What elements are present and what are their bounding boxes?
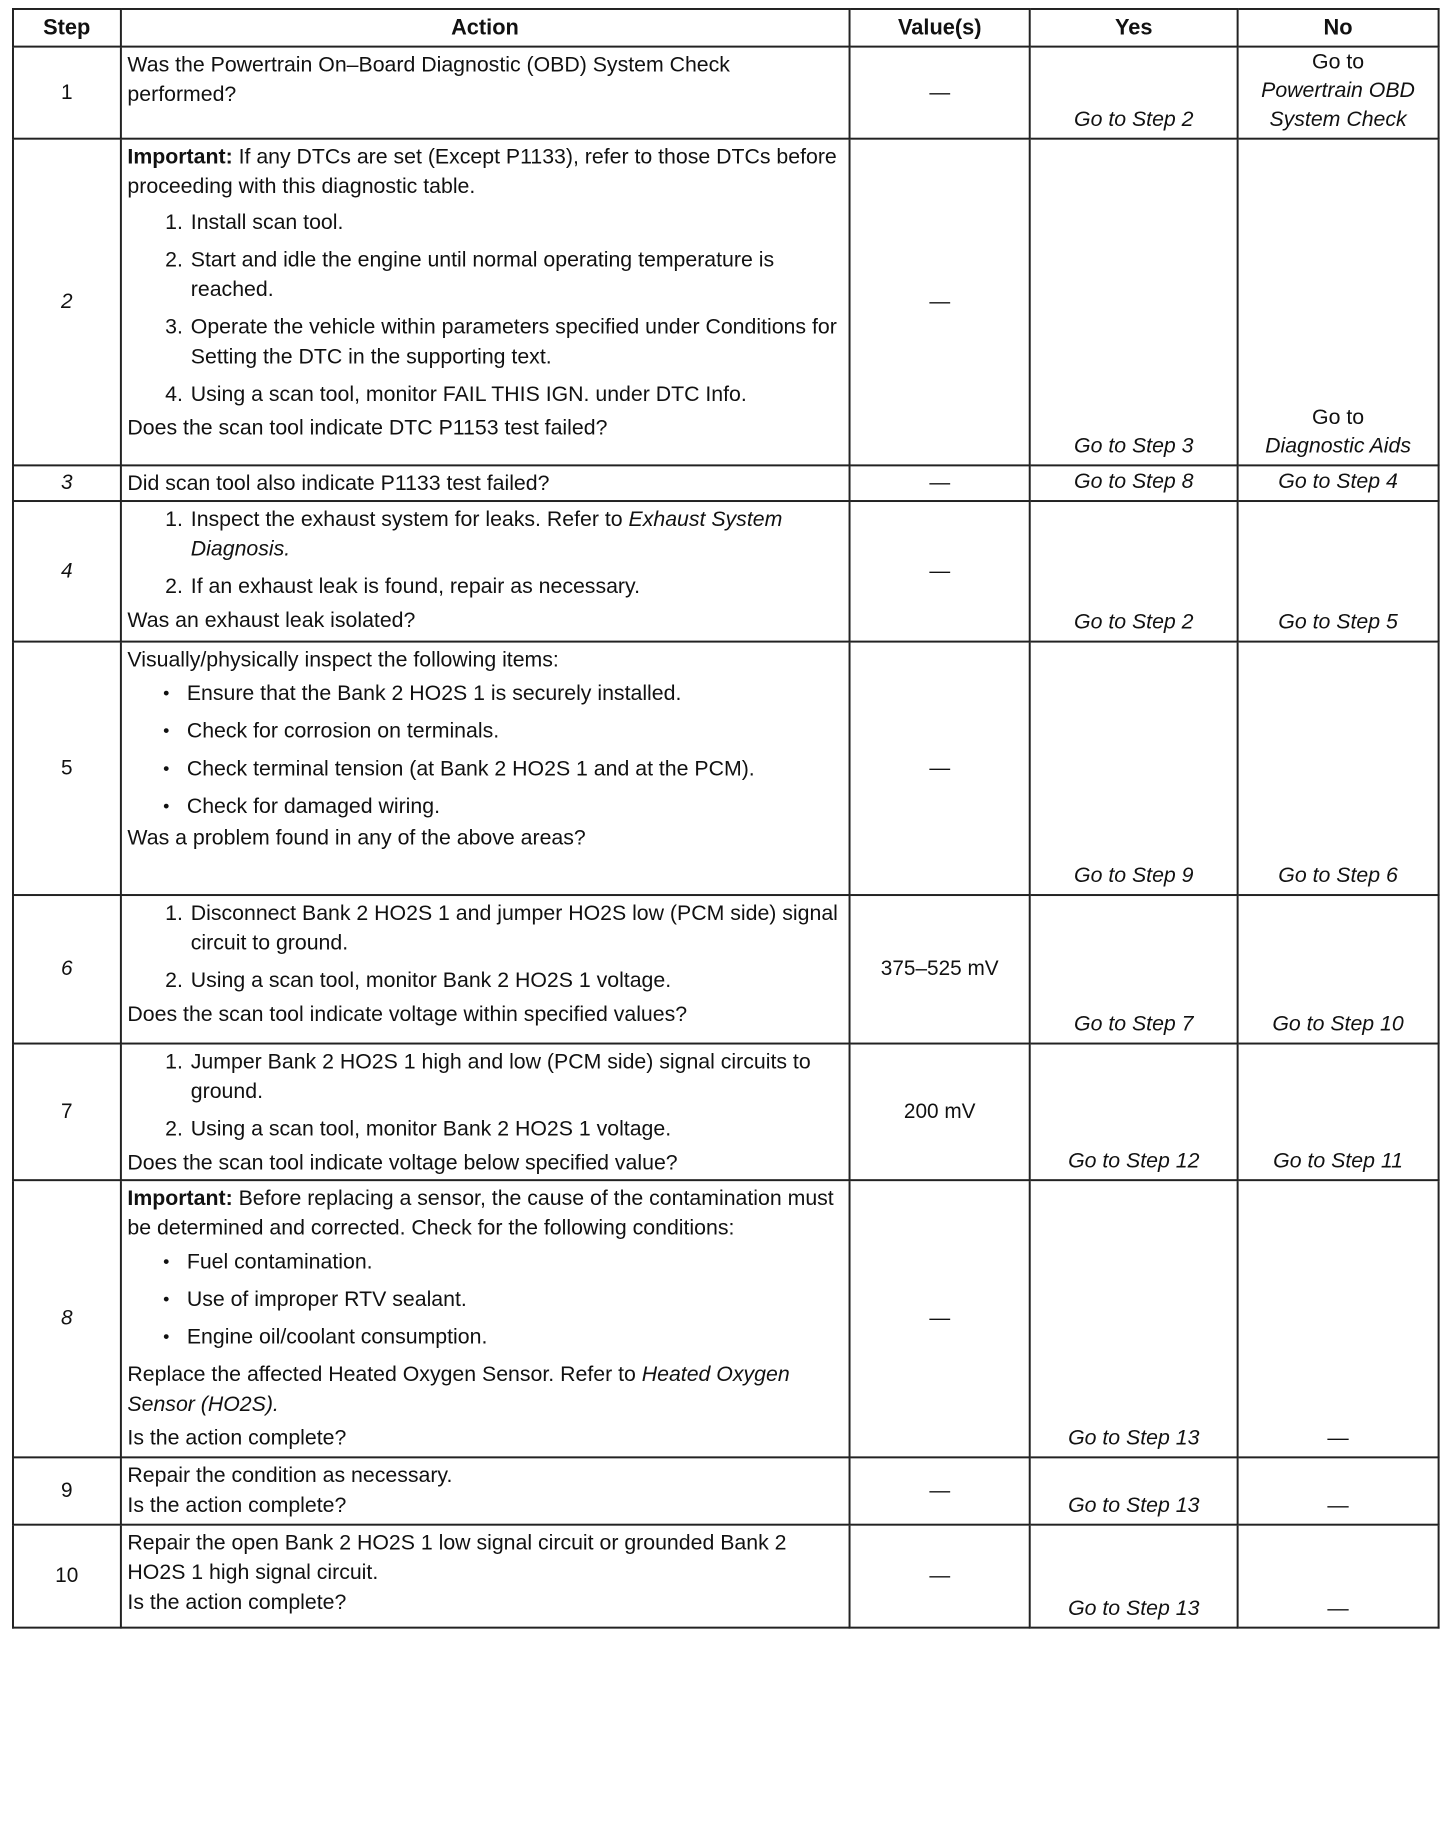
step-number: 5 xyxy=(13,642,121,895)
no-cell: — xyxy=(1238,1525,1439,1628)
no-line-1: Go to xyxy=(1312,49,1365,74)
no-line-3: System Check xyxy=(1269,107,1407,131)
no-cell: Go to Step 10 xyxy=(1238,895,1439,1044)
no-cell xyxy=(1238,47,1439,139)
bullet-item: • Use of improper RTV sealant. xyxy=(187,1284,845,1314)
step-number: 2 xyxy=(13,139,121,466)
action-question: Does the scan tool indicate DTC P1153 test failed? xyxy=(127,415,608,440)
action-cell xyxy=(120,1525,849,1628)
yes-cell: Go to Step 9 xyxy=(1030,642,1237,895)
action-step-item: 2. Start and idle the engine until normal operating temperature is reached. xyxy=(189,245,845,304)
value-cell: — xyxy=(849,1180,1030,1457)
table-row xyxy=(13,1457,1439,1524)
no-cell: Go to Step 6 xyxy=(1238,642,1439,895)
bullet-item: • Ensure that the Bank 2 HO2S 1 is securely installed. xyxy=(187,678,845,708)
action-cell xyxy=(120,47,849,139)
no-cell: Go to Step 11 xyxy=(1238,1044,1439,1181)
action-step-item: 3. Operate the vehicle within parameters specified under Conditions for Setting the DTC in the supporting text. xyxy=(189,312,845,371)
action-step-item: 1. Disconnect Bank 2 HO2S 1 and jumper HO2S low (PCM side) signal circuit to ground. xyxy=(189,898,845,957)
action-steps xyxy=(127,1047,844,1144)
yes-cell: Go to Step 7 xyxy=(1030,895,1237,1044)
table-row xyxy=(13,465,1439,501)
yes-cell: Go to Step 8 xyxy=(1030,465,1237,501)
value-cell: — xyxy=(849,1525,1030,1628)
exhaust-reference: Exhaust System Diagnosis. xyxy=(190,506,783,561)
step-number: 6 xyxy=(13,895,121,1044)
action-cell xyxy=(120,501,849,642)
replace-text: Replace the affected Heated Oxygen Sensor. Refer to xyxy=(127,1362,642,1387)
action-cell xyxy=(120,642,849,895)
action-question: Did scan tool also indicate P1133 test failed? xyxy=(127,471,550,496)
yes-cell: Go to Step 12 xyxy=(1030,1044,1237,1181)
bullet-item: • Check terminal tension (at Bank 2 HO2S 1 and at the PCM). xyxy=(187,753,845,783)
action-text: Repair the condition as necessary. xyxy=(127,1463,453,1488)
header-no: No xyxy=(1238,9,1439,47)
action-steps xyxy=(127,207,844,409)
action-text: Was the Powertrain On–Board Diagnostic (OBD) System Check performed? xyxy=(127,52,730,107)
action-question: Is the action complete? xyxy=(127,1493,347,1517)
value-cell: — xyxy=(849,465,1030,501)
bullet-list xyxy=(127,678,844,821)
table-row xyxy=(13,1044,1439,1181)
action-steps xyxy=(127,898,844,995)
no-line-2: Powertrain OBD xyxy=(1261,78,1415,103)
bullet-item: • Engine oil/coolant consumption. xyxy=(187,1322,845,1352)
action-text: Repair the open Bank 2 HO2S 1 low signal circuit or grounded Bank 2 HO2S 1 high signal circuit. xyxy=(127,1530,787,1585)
no-line-2: Diagnostic Aids xyxy=(1265,433,1412,458)
yes-cell: Go to Step 3 xyxy=(1030,139,1237,466)
yes-cell: Go to Step 13 xyxy=(1030,1180,1237,1457)
step-number: 4 xyxy=(13,501,121,642)
important-text: Before replacing a sensor, the cause of the contamination must be determined and corrected. Check for the following conditions: xyxy=(127,1186,834,1240)
action-cell xyxy=(120,1180,849,1457)
ho2s-reference: Heated Oxygen Sensor (HO2S). xyxy=(127,1362,790,1416)
header-step: Step xyxy=(13,9,121,47)
step-text: Inspect the exhaust system for leaks. Refer to xyxy=(190,506,629,531)
action-step-item xyxy=(189,504,845,563)
action-cell xyxy=(120,139,849,466)
value-cell: — xyxy=(849,642,1030,895)
no-cell xyxy=(1238,139,1439,466)
yes-cell: Go to Step 13 xyxy=(1030,1457,1237,1524)
important-text: If any DTCs are set (Except P1133), refer to those DTCs before proceeding with this diagnostic table. xyxy=(127,144,837,199)
step-number: 9 xyxy=(13,1457,121,1524)
action-intro: Visually/physically inspect the following items: xyxy=(127,647,559,672)
table-row xyxy=(13,1525,1439,1628)
action-cell xyxy=(120,895,849,1044)
no-cell: Go to Step 5 xyxy=(1238,501,1439,642)
action-cell xyxy=(120,1044,849,1181)
value-cell: — xyxy=(849,139,1030,466)
action-step-item: 1. Jumper Bank 2 HO2S 1 high and low (PCM side) signal circuits to ground. xyxy=(189,1047,845,1106)
action-question: Does the scan tool indicate voltage within specified values? xyxy=(127,1001,688,1026)
no-cell: — xyxy=(1238,1457,1439,1524)
step-number: 8 xyxy=(13,1180,121,1457)
action-question: Is the action complete? xyxy=(127,1590,347,1614)
action-question: Was an exhaust leak isolated? xyxy=(127,607,416,632)
action-cell xyxy=(120,1457,849,1524)
yes-cell: Go to Step 13 xyxy=(1030,1525,1237,1628)
table-row xyxy=(13,139,1439,466)
value-cell: — xyxy=(849,501,1030,642)
table-row xyxy=(13,501,1439,642)
action-step-item: 1. Install scan tool. xyxy=(189,207,845,237)
yes-cell: Go to Step 2 xyxy=(1030,47,1237,139)
no-cell: Go to Step 4 xyxy=(1238,465,1439,501)
diagnostic-table xyxy=(12,8,1440,1629)
value-cell: — xyxy=(849,1457,1030,1524)
action-step-item: 4. Using a scan tool, monitor FAIL THIS IGN. under DTC Info. xyxy=(189,379,845,409)
value-cell: 375–525 mV xyxy=(849,895,1030,1044)
action-step-item: 2. If an exhaust leak is found, repair as necessary. xyxy=(189,571,845,601)
step-number: 1 xyxy=(13,47,121,139)
bullet-list xyxy=(127,1246,844,1351)
important-label: Important: xyxy=(127,1186,233,1210)
table-row xyxy=(13,1180,1439,1457)
table-row xyxy=(13,895,1439,1044)
yes-cell: Go to Step 2 xyxy=(1030,501,1237,642)
action-question: Is the action complete? xyxy=(127,1425,347,1450)
bullet-item: • Fuel contamination. xyxy=(187,1246,845,1276)
step-number: 7 xyxy=(13,1044,121,1181)
action-step-item: 2. Using a scan tool, monitor Bank 2 HO2S 1 voltage. xyxy=(189,965,845,995)
action-steps xyxy=(127,504,844,601)
value-cell: — xyxy=(849,47,1030,139)
action-question: Was a problem found in any of the above areas? xyxy=(127,825,586,850)
table-row xyxy=(13,642,1439,895)
bullet-item: • Check for damaged wiring. xyxy=(187,791,845,821)
bullet-item: • Check for corrosion on terminals. xyxy=(187,716,845,746)
header-action: Action xyxy=(120,9,849,47)
no-line-1: Go to xyxy=(1312,404,1365,429)
header-yes: Yes xyxy=(1030,9,1237,47)
step-number: 3 xyxy=(13,465,121,501)
step-number: 10 xyxy=(13,1525,121,1628)
action-question: Does the scan tool indicate voltage below specified value? xyxy=(127,1150,678,1175)
header-values: Value(s) xyxy=(849,9,1030,47)
table-row xyxy=(13,47,1439,139)
action-step-item: 2. Using a scan tool, monitor Bank 2 HO2S 1 voltage. xyxy=(189,1114,845,1144)
value-cell: 200 mV xyxy=(849,1044,1030,1181)
no-cell: — xyxy=(1238,1180,1439,1457)
important-label: Important: xyxy=(127,144,233,169)
action-cell xyxy=(120,465,849,501)
header-row xyxy=(13,9,1439,47)
